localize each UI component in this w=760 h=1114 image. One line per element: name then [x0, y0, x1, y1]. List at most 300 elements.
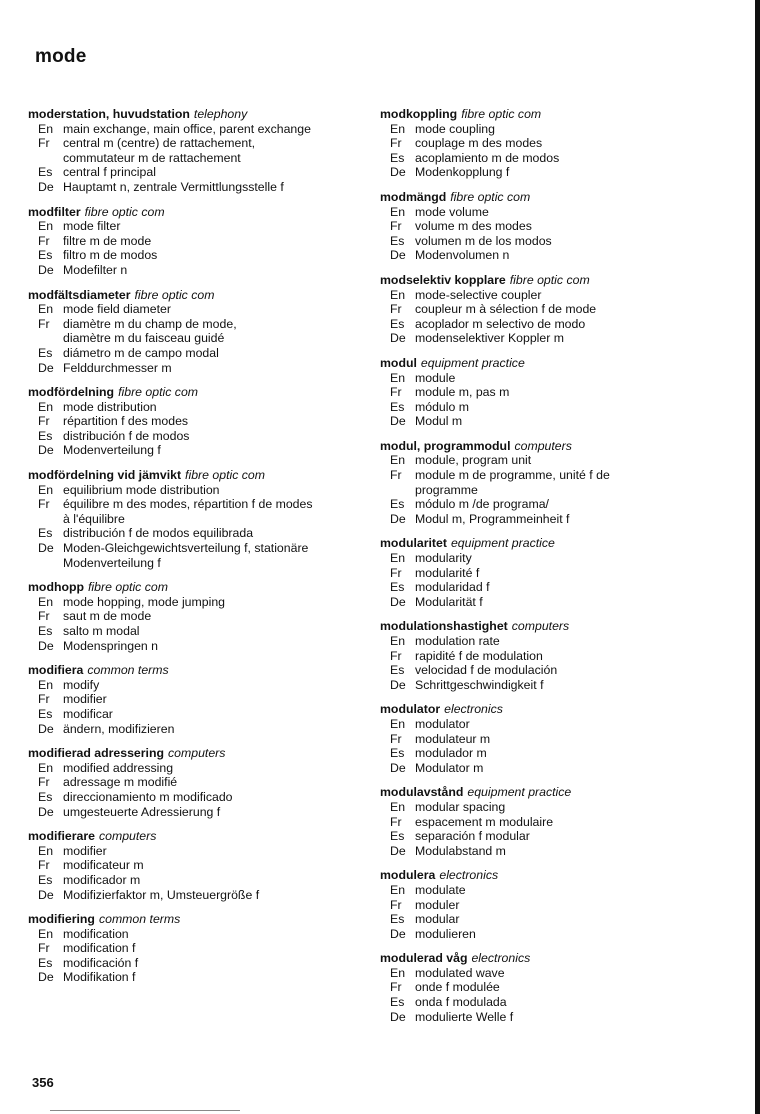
translation-text: modulador m	[415, 746, 487, 761]
language-code: Es	[390, 316, 405, 331]
translation-row	[380, 815, 710, 830]
translation-text: modulation rate	[415, 634, 500, 648]
translation-text: onde f modulée	[415, 980, 500, 995]
translation-row	[28, 429, 378, 444]
translation-text: modular spacing	[415, 799, 506, 814]
translation-text: Modenverteilung f	[63, 443, 161, 458]
translation-row	[380, 844, 710, 859]
language-code: Es	[38, 526, 53, 541]
translation-row	[380, 234, 710, 249]
translation-text: central f principal	[63, 165, 156, 180]
translation-row	[28, 805, 378, 820]
language-code: Fr	[38, 414, 50, 429]
translation-text: adressage m modifié	[63, 775, 178, 790]
translation-text: Modularität f	[415, 594, 483, 609]
translation-row	[380, 453, 710, 468]
translation-row	[380, 566, 710, 581]
language-code: Fr	[38, 136, 50, 151]
translation-row	[28, 526, 378, 541]
translation-text: Modefilter n	[63, 262, 128, 277]
language-code: Es	[38, 789, 53, 804]
translation-row	[28, 122, 378, 137]
language-code: De	[390, 843, 406, 858]
entry-heading-line	[380, 619, 710, 634]
language-code: Fr	[390, 302, 402, 317]
subject-domain: computers	[514, 438, 572, 453]
translation-text: modulateur m	[415, 731, 491, 746]
translation-text: Modulabstand m	[415, 843, 506, 858]
translation-text: mode field diameter	[63, 302, 171, 317]
entry-heading-line	[380, 785, 710, 800]
translation-text: módulo m	[415, 399, 469, 414]
entry-heading-line	[28, 746, 378, 761]
translation-text: répartition f des modes	[63, 414, 189, 429]
translation-text: Modenkopplung f	[415, 165, 510, 180]
dictionary-entry	[380, 702, 710, 775]
translation-row	[380, 634, 710, 649]
entry-heading-line	[380, 536, 710, 551]
translation-row	[380, 966, 710, 981]
translation-text: modificación f	[63, 955, 139, 970]
language-code: De	[390, 677, 406, 692]
subject-domain: electronics	[444, 702, 503, 717]
language-code: Es	[390, 150, 405, 165]
translation-row	[28, 707, 378, 722]
translation-text: modifier	[63, 692, 107, 707]
translation-row	[28, 970, 378, 985]
translation-row	[380, 678, 710, 693]
language-code: Es	[38, 872, 53, 887]
translation-row	[380, 122, 710, 137]
language-code: Es	[38, 345, 53, 360]
headword: modifierare	[28, 829, 95, 844]
translation-row	[380, 371, 710, 386]
language-code: En	[38, 594, 54, 609]
dictionary-entry	[380, 951, 710, 1024]
translation-row	[380, 980, 710, 995]
language-code: De	[38, 804, 54, 819]
translation-row	[380, 995, 710, 1010]
translation-text: mode volume	[415, 204, 489, 219]
language-code: De	[38, 179, 54, 194]
language-code: De	[390, 248, 406, 263]
translation-row	[380, 497, 710, 512]
translation-row	[380, 912, 710, 927]
translation-text: Modenspringen n	[63, 638, 159, 653]
translation-row	[28, 541, 378, 570]
headword: modulera	[380, 868, 436, 883]
subject-domain: equipment practice	[450, 536, 555, 551]
translation-row	[380, 829, 710, 844]
translation-text: moduler	[415, 897, 460, 912]
subject-domain: electronics	[439, 868, 499, 883]
translation-text: ändern, modifizieren	[63, 721, 175, 736]
translation-row	[28, 248, 378, 263]
translation-text: velocidad f de modulación	[415, 663, 558, 678]
translation-text: module, program unit	[415, 453, 532, 468]
entry-heading-line	[28, 107, 378, 122]
translation-row	[28, 180, 378, 195]
language-code: En	[38, 399, 54, 414]
subject-domain: computers	[168, 746, 226, 761]
language-code: Es	[390, 399, 405, 414]
translation-row	[380, 800, 710, 815]
subject-domain: fibre optic com	[134, 287, 215, 302]
language-code: En	[38, 482, 54, 497]
translation-row	[28, 941, 378, 956]
entry-heading-line	[28, 468, 378, 483]
headword: modifierad adressering	[28, 746, 164, 761]
language-code: Es	[38, 706, 53, 721]
language-code: Es	[38, 428, 53, 443]
entry-heading-line	[380, 190, 710, 205]
entry-heading-line	[380, 273, 710, 288]
language-code: Es	[390, 829, 405, 844]
language-code: En	[38, 121, 54, 136]
headword: modul, programmodul	[380, 438, 511, 453]
translation-text: diamètre m du champ de mode, diamètre m du faisceau guidé	[63, 316, 237, 346]
headword: modfördelning vid jämvikt	[28, 468, 182, 483]
dictionary-entry	[28, 107, 378, 195]
translation-text: mode filter	[63, 219, 121, 234]
language-code: De	[38, 721, 54, 736]
page-title: mode	[35, 46, 87, 67]
translation-text: Modifikation f	[63, 970, 136, 985]
headword: modkoppling	[380, 107, 458, 121]
headword: modulerad våg	[380, 951, 468, 966]
language-code: En	[390, 799, 406, 814]
translation-text: modification f	[63, 941, 136, 956]
translation-row	[380, 151, 710, 166]
language-code: En	[390, 121, 406, 136]
translation-row	[28, 844, 378, 859]
language-code: De	[390, 1009, 406, 1024]
translation-row	[380, 1010, 710, 1025]
translation-row	[380, 414, 710, 429]
language-code: Es	[390, 663, 405, 678]
headword: modul	[380, 355, 417, 370]
translation-row	[28, 263, 378, 278]
translation-row	[380, 551, 710, 566]
translation-row	[380, 663, 710, 678]
translation-row	[28, 595, 378, 610]
language-code: De	[38, 360, 54, 375]
translation-row	[28, 624, 378, 639]
translation-row	[28, 873, 378, 888]
translation-row	[28, 775, 378, 790]
dictionary-entry	[380, 190, 710, 263]
translation-row	[380, 649, 710, 664]
translation-row	[28, 136, 378, 165]
dictionary-entry	[28, 663, 378, 736]
dictionary-entry	[380, 356, 710, 429]
translation-text: volume m des modes	[415, 219, 532, 234]
language-code: Fr	[390, 136, 402, 151]
dictionary-entry	[380, 536, 710, 609]
language-code: Fr	[390, 648, 402, 663]
translation-text: onda f modulada	[415, 995, 507, 1010]
translation-text: espacement m modulaire	[415, 814, 554, 829]
translation-text: mode-selective coupler	[415, 287, 542, 302]
entry-heading-line	[28, 912, 378, 927]
language-code: En	[38, 926, 54, 941]
language-code: De	[38, 541, 54, 556]
language-code: En	[390, 716, 406, 731]
subject-domain: equipment practice	[420, 355, 525, 370]
translation-row	[380, 317, 710, 332]
language-code: Es	[38, 955, 53, 970]
translation-text: Modul m	[415, 414, 463, 429]
dictionary-entry	[28, 746, 378, 819]
subject-domain: fibre optic com	[509, 272, 590, 287]
translation-text: Felddurchmesser m	[63, 360, 172, 375]
language-code: Fr	[38, 858, 50, 873]
translation-text: equilibrium mode distribution	[63, 482, 220, 497]
language-code: De	[38, 443, 54, 458]
language-code: Fr	[38, 609, 50, 624]
language-code: Fr	[390, 385, 402, 400]
language-code: Es	[390, 497, 405, 512]
translation-text: main exchange, main office, parent exchange	[63, 121, 311, 136]
language-code: En	[38, 677, 54, 692]
entry-heading-line	[28, 829, 378, 844]
translation-text: modification	[63, 926, 129, 941]
language-code: Fr	[38, 497, 50, 512]
entry-heading-line	[380, 868, 710, 883]
translation-text: filtre m de mode	[63, 233, 152, 248]
subject-domain: electronics	[471, 951, 531, 966]
translation-row	[380, 288, 710, 303]
headword: modselektiv kopplare	[380, 272, 506, 287]
translation-text: mode hopping, mode jumping	[63, 594, 226, 609]
language-code: Fr	[390, 731, 402, 746]
headword: modfördelning	[28, 385, 115, 400]
language-code: En	[38, 760, 54, 775]
entry-heading-line	[28, 385, 378, 400]
headword: modifiering	[28, 912, 95, 927]
left-column	[28, 107, 378, 995]
headword: modmängd	[380, 189, 447, 204]
translation-text: mode coupling	[415, 121, 495, 136]
translation-text: modificateur m	[63, 858, 144, 873]
subject-domain: computers	[98, 829, 157, 844]
language-code: De	[390, 331, 406, 346]
translation-text: salto m modal	[63, 624, 140, 638]
entry-heading-line	[28, 288, 378, 303]
language-code: De	[38, 638, 54, 653]
translation-text: modify	[63, 677, 100, 692]
translation-row	[28, 497, 378, 526]
dictionary-entry	[380, 107, 710, 180]
entry-heading-line	[380, 951, 710, 966]
translation-row	[28, 927, 378, 942]
language-code: Fr	[38, 775, 50, 790]
translation-text: modifier	[63, 843, 107, 858]
translation-row	[28, 346, 378, 361]
translation-row	[28, 317, 378, 346]
translation-text: modulator	[415, 716, 470, 731]
language-code: De	[38, 262, 54, 277]
translation-row	[380, 761, 710, 776]
translation-text: acoplamiento m de modos	[415, 150, 560, 165]
translation-row	[380, 400, 710, 415]
headword: modulavstånd	[380, 785, 464, 800]
language-code: Es	[390, 580, 405, 595]
language-code: Fr	[390, 565, 402, 580]
translation-row	[28, 722, 378, 737]
language-code: Es	[38, 624, 53, 638]
dictionary-entry	[28, 205, 378, 278]
language-code: De	[390, 594, 406, 609]
language-code: De	[38, 970, 54, 985]
translation-text: modularité f	[415, 565, 480, 580]
translation-text: módulo m /de programa/	[415, 497, 549, 512]
subject-domain: fibre optic com	[84, 204, 165, 219]
language-code: De	[390, 511, 406, 526]
translation-row	[380, 331, 710, 346]
translation-text: separación f modular	[415, 829, 530, 844]
dictionary-entry	[380, 439, 710, 527]
translation-text: couplage m des modes	[415, 136, 543, 151]
headword: modhopp	[28, 580, 85, 595]
translation-row	[28, 302, 378, 317]
translation-row	[380, 136, 710, 151]
page-number: 356	[32, 1075, 54, 1090]
subject-domain: fibre optic com	[118, 385, 199, 400]
translation-text: direccionamiento m modificado	[63, 789, 233, 804]
translation-row	[380, 219, 710, 234]
subject-domain: common terms	[98, 912, 181, 927]
entry-heading-line	[28, 580, 378, 595]
language-code: En	[390, 551, 406, 566]
language-code: De	[390, 165, 406, 180]
language-code: De	[38, 887, 54, 902]
right-column	[380, 107, 710, 1034]
translation-row	[28, 361, 378, 376]
translation-text: modularidad f	[415, 580, 490, 595]
headword: moderstation, huvudstation	[28, 107, 190, 121]
translation-row	[28, 219, 378, 234]
dictionary-entry	[28, 468, 378, 570]
translation-text: Moden-Gleichgewichtsverteilung f, stationäre Modenverteilung f	[63, 541, 309, 570]
page-edge-border	[755, 0, 760, 1114]
headword: modulationshastighet	[380, 619, 508, 634]
translation-row	[28, 761, 378, 776]
language-code: Fr	[390, 468, 402, 483]
translation-text: modificador m	[63, 872, 141, 887]
dictionary-entry	[28, 912, 378, 985]
translation-row	[28, 234, 378, 249]
dictionary-entry	[380, 868, 710, 941]
dictionary-entry	[380, 273, 710, 346]
translation-row	[380, 746, 710, 761]
dictionary-entry	[28, 385, 378, 458]
language-code: En	[390, 634, 406, 648]
headword: modulator	[380, 702, 441, 717]
dictionary-entry	[28, 580, 378, 653]
translation-text: module	[415, 370, 456, 385]
dictionary-entry	[380, 785, 710, 858]
translation-row	[380, 302, 710, 317]
translation-row	[28, 165, 378, 180]
translation-text: module m, pas m	[415, 385, 510, 400]
language-code: Fr	[390, 219, 402, 234]
language-code: En	[38, 219, 54, 234]
language-code: Es	[390, 746, 405, 761]
translation-row	[28, 639, 378, 654]
entry-heading-line	[380, 356, 710, 371]
translation-row	[28, 400, 378, 415]
language-code: Fr	[38, 233, 50, 248]
translation-text: modularity	[415, 551, 472, 566]
translation-row	[380, 883, 710, 898]
translation-row	[380, 717, 710, 732]
dictionary-entry	[380, 619, 710, 692]
language-code: Fr	[390, 980, 402, 995]
translation-row	[28, 678, 378, 693]
subject-domain: computers	[511, 619, 570, 634]
translation-row	[380, 512, 710, 527]
translation-text: rapidité f de modulation	[415, 648, 543, 663]
translation-row	[28, 692, 378, 707]
translation-row	[380, 732, 710, 747]
footer-rule	[50, 1110, 240, 1111]
translation-text: Hauptamt n, zentrale Vermittlungsstelle f	[63, 179, 284, 194]
translation-text: modulieren	[415, 926, 476, 941]
translation-text: modenselektiver Koppler m	[415, 331, 564, 346]
translation-row	[28, 483, 378, 498]
translation-row	[380, 205, 710, 220]
translation-row	[28, 790, 378, 805]
language-code: Es	[390, 233, 405, 248]
language-code: De	[390, 414, 406, 429]
translation-row	[380, 580, 710, 595]
translation-text: Modulator m	[415, 760, 484, 775]
translation-text: volumen m de los modos	[415, 233, 552, 248]
translation-row	[380, 595, 710, 610]
translation-row	[380, 898, 710, 913]
translation-row	[380, 927, 710, 942]
translation-text: mode distribution	[63, 399, 157, 414]
translation-row	[28, 609, 378, 624]
translation-text: Modenvolumen n	[415, 248, 510, 263]
language-code: Fr	[38, 692, 50, 707]
language-code: En	[390, 453, 406, 468]
translation-row	[380, 385, 710, 400]
translation-text: équilibre m des modes, répartition f de modes à l'équilibre	[63, 497, 313, 526]
subject-domain: fibre optic com	[88, 580, 168, 595]
translation-text: modified addressing	[63, 760, 174, 775]
entry-heading-line	[380, 702, 710, 717]
translation-row	[28, 414, 378, 429]
language-code: Es	[38, 165, 53, 180]
translation-text: umgesteuerte Adressierung f	[63, 804, 221, 819]
language-code: En	[390, 204, 406, 219]
subject-domain: fibre optic com	[450, 189, 531, 204]
language-code: Es	[390, 912, 405, 927]
translation-text: central m (centre) de rattachement, commutateur m de rattachement	[63, 136, 256, 165]
headword: modifiera	[28, 663, 84, 678]
entry-heading-line	[380, 107, 710, 122]
entry-heading-line	[28, 205, 378, 220]
language-code: De	[390, 760, 406, 775]
translation-row	[28, 858, 378, 873]
language-code: En	[390, 882, 406, 897]
subject-domain: fibre optic com	[461, 107, 542, 121]
language-code: Es	[390, 995, 405, 1010]
translation-text: Schrittgeschwindigkeit f	[415, 677, 544, 692]
translation-text: module m de programme, unité f de programme	[415, 468, 610, 497]
